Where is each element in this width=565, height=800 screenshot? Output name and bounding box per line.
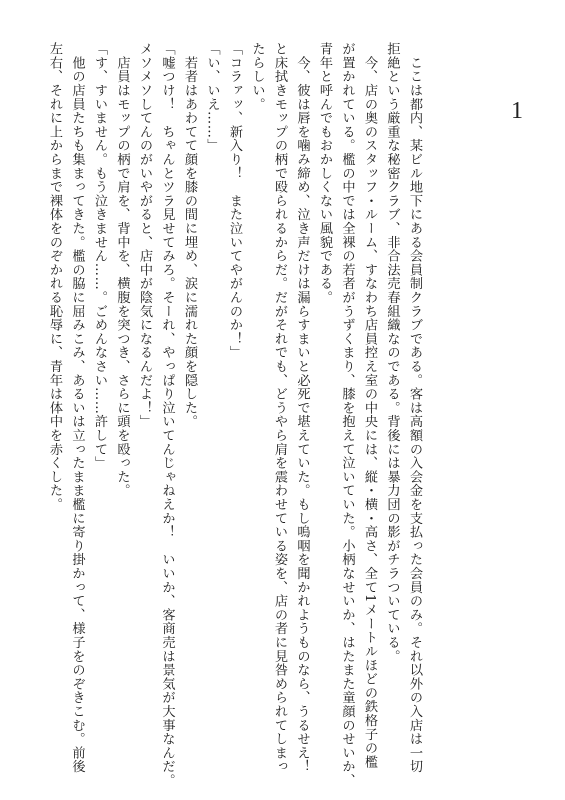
text-line: 若者はあわてて顔を膝の間に埋め、涙に濡れた顔を隠した。: [182, 42, 197, 429]
text-line: 今、彼は唇を噛み締め、泣き声だけは漏らすまいと必死で堪えていた。もし嗚咽を聞かれようものなら、うるせえ！: [294, 42, 310, 774]
page-number: 1: [511, 98, 523, 124]
text-line: 「す、すいません。もう泣きません……。ごめんなさい……許して」: [92, 42, 107, 470]
text-line: 「コラァッ、新入り！ また泣いてやがんのか！」: [227, 42, 242, 360]
text-line: 他の店員たちも集まってきた。檻の脇に屈みこみ、あるいは立ったまま檻に寄り掛かって、様子をのぞきこむ。前後: [69, 42, 85, 774]
body-text: [25, 42, 425, 788]
text-line: 「嘘つけ！ ちゃんとツラ見せてみろ。そーれ、やっぱり泣いてんじゃねえか！ いいか、客商売は景気が大事なんだ。: [159, 42, 175, 788]
text-line: 左右、それに上からまで裸体をのぞかれる恥辱に、青年は体中を赤くした。: [47, 42, 62, 512]
text-line: 店員はモップの柄で肩を、背中を、横腹を突つき、さらに頭を殴った。: [114, 42, 130, 498]
text-line: 青年と呼んでもおかしくない風貌である。: [317, 42, 332, 305]
text-line: 拒絶という厳重な秘密クラブ、非合法売春組織なのである。背後には暴力団の影がチラついている。: [384, 42, 400, 663]
text-line: メソメソしてんのがいやがると、店中が陰気になるんだよ！」: [137, 42, 152, 429]
text-line: たらしい。: [249, 42, 265, 111]
text-line: が置かれている。檻の中では全裸の若者がうずくまり、膝を抱えて泣いていた。小柄なせいか、はたまた童顔のせいか、: [339, 42, 355, 788]
text-line: と床拭きモップの柄で殴られるからだ。だがそれでも、どうやら肩を震わせている姿を、店の者に見咎められてしまっ: [272, 42, 287, 774]
text-line: 今、店の奥のスタッフ・ルーム、すなわち店員控え室の中央には、縦・横・高さ、全て1メートルほどの鉄格子の檻: [362, 42, 377, 769]
text-line: 「い、いえ……」: [204, 42, 220, 153]
text-line: ここは都内、某ビル地下にある会員制クラブである。客は高額の入会金を支払った会員のみ。それ以外の入店は一切: [407, 42, 422, 774]
